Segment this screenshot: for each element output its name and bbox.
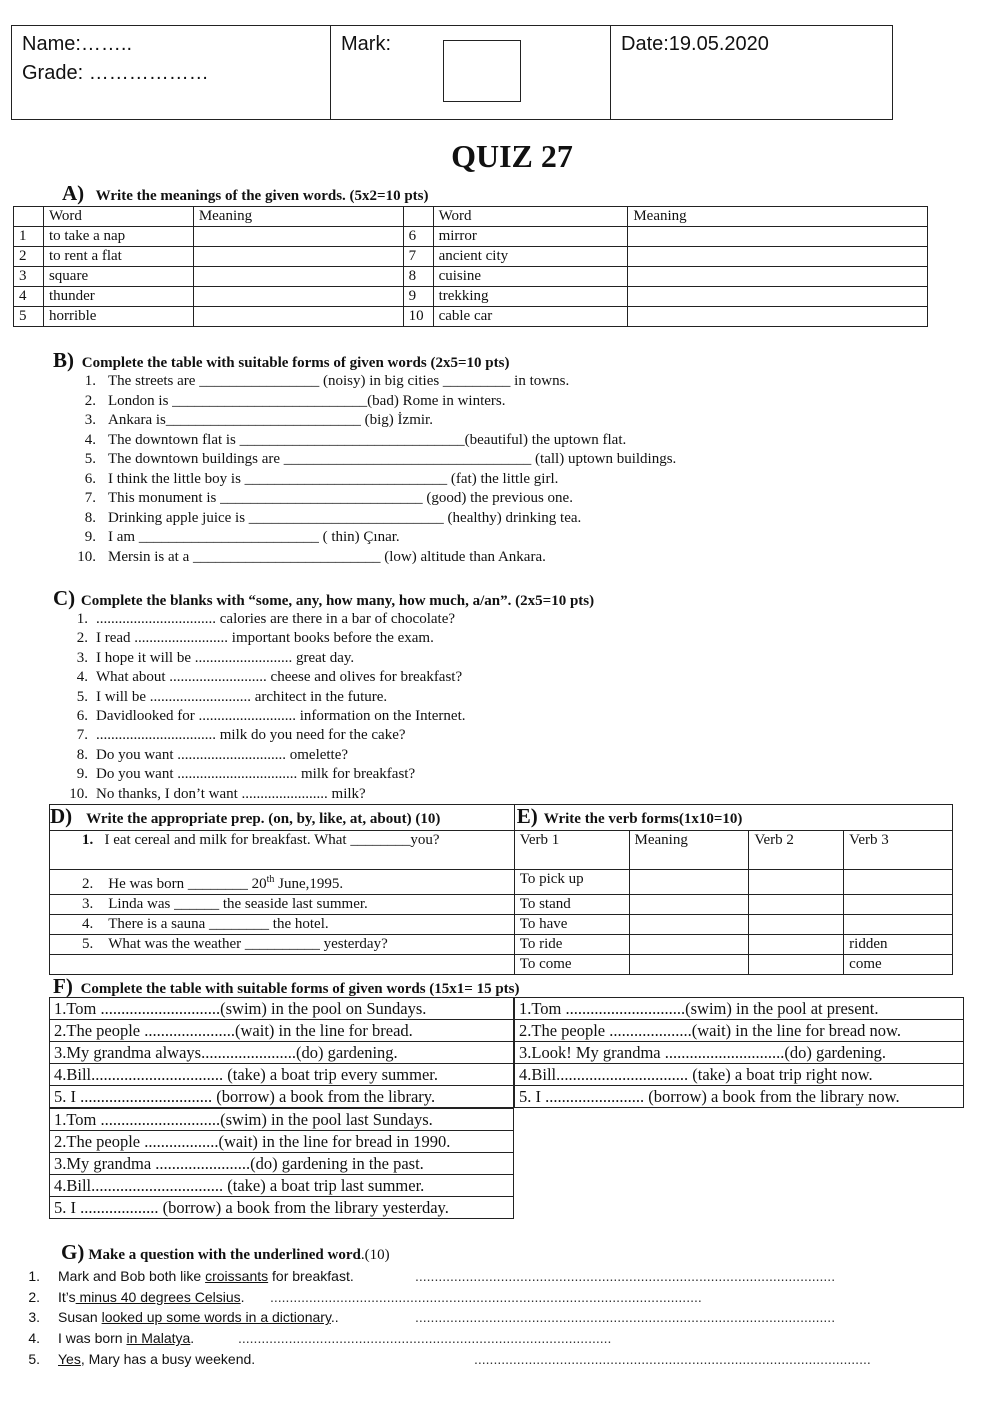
- item-text: I eat cereal and milk for breakfast. What ________you?: [104, 832, 440, 848]
- item-text[interactable]: Davidlooked for .......................... information on the Internet.: [96, 707, 466, 724]
- list-item: [60, 509, 676, 529]
- table-row: [50, 895, 953, 915]
- item-number: 8.: [84, 509, 96, 526]
- table-row: [50, 1064, 514, 1086]
- list-item: [60, 470, 676, 490]
- section-f-letter: F): [53, 974, 73, 998]
- item-number: 9.: [76, 766, 88, 783]
- word-cell: cuisine: [433, 267, 628, 287]
- verb3-cell[interactable]: [844, 895, 953, 915]
- list-item: [28, 1307, 871, 1328]
- mark-box[interactable]: [443, 40, 521, 102]
- meaning-answer-cell[interactable]: [628, 247, 928, 267]
- section-d-heading: [50, 805, 515, 831]
- header-word-1: Word: [43, 207, 193, 227]
- sentence-cell[interactable]: 2.The people ..................(wait) in the line for bread in 1990.: [50, 1131, 514, 1153]
- answer-line[interactable]: ............................................................................................................: [415, 1309, 836, 1326]
- section-g-points: .(10): [360, 1247, 390, 1263]
- section-b-letter: B): [53, 348, 74, 372]
- item-text[interactable]: I read ......................... important books before the exam.: [96, 630, 434, 647]
- prep-item[interactable]: [50, 831, 515, 870]
- verb1-cell: To ride: [514, 935, 629, 955]
- item-number: 3.: [28, 1309, 40, 1326]
- grade-field[interactable]: Grade: ………………: [22, 62, 209, 84]
- table-row: [50, 998, 514, 1020]
- header-verb1: Verb 1: [514, 831, 629, 870]
- section-d-letter: D): [50, 804, 73, 828]
- text-part: for breakfast.: [268, 1268, 354, 1284]
- list-item: [60, 548, 676, 568]
- row-number: 4: [14, 287, 44, 307]
- item-text[interactable]: Drinking apple juice is __________________________ (healthy) drinking tea.: [108, 509, 582, 526]
- section-d-e-table: [49, 804, 953, 975]
- sentence-cell[interactable]: 5. I ................... (borrow) a book from the library yesterday.: [50, 1197, 514, 1219]
- text-part: , Mary has a busy weekend.: [80, 1350, 256, 1367]
- answer-line[interactable]: ............................................................................................................: [415, 1268, 836, 1284]
- table-row: [515, 1064, 964, 1086]
- blank-header: [403, 207, 433, 227]
- word-cell: horrible: [43, 307, 193, 327]
- sentence-cell[interactable]: 3.My grandma .......................(do) gardening in the past.: [50, 1153, 514, 1175]
- item-number: 2.: [84, 392, 96, 409]
- sentence-cell[interactable]: 4.Bill................................ (take) a boat trip every summer.: [50, 1064, 514, 1086]
- item-text: [58, 1349, 474, 1370]
- verb3-cell: come: [844, 955, 953, 975]
- section-a-table: [13, 206, 928, 327]
- verb1-cell: To have: [514, 915, 629, 935]
- section-e-heading: [514, 805, 952, 831]
- answer-line[interactable]: ......................................................................................................: [474, 1350, 871, 1367]
- name-field[interactable]: Name:……..: [22, 33, 133, 55]
- word-cell: cable car: [433, 307, 628, 327]
- section-g-heading: [61, 1240, 390, 1265]
- item-text[interactable]: What about .......................... cheese and olives for breakfast?: [96, 669, 463, 686]
- word-cell: ancient city: [433, 247, 628, 267]
- item-number: 7.: [84, 490, 96, 506]
- list-item: [60, 450, 676, 470]
- underlined-word: minus 40 degrees Celsius: [75, 1288, 241, 1305]
- word-cell: to rent a flat: [43, 247, 193, 267]
- table-row: [50, 1153, 514, 1175]
- meaning-answer-cell[interactable]: [628, 227, 928, 247]
- table-row: [14, 287, 928, 307]
- list-item: [60, 707, 466, 726]
- list-item: [60, 668, 466, 687]
- meaning-answer-cell[interactable]: [629, 935, 749, 955]
- item-text: There is a sauna ________ the hotel.: [108, 916, 329, 932]
- item-text[interactable]: ................................ calories are there in a bar of chocolate?: [96, 611, 456, 627]
- answer-line[interactable]: ................................................................................................: [238, 1330, 612, 1347]
- section-c-list: [60, 610, 466, 804]
- item-number: 8.: [76, 746, 88, 763]
- present-continuous-table: [514, 997, 964, 1108]
- table-row: [50, 915, 953, 935]
- item-text[interactable]: Mersin is at a _________________________ (low) altitude than Ankara.: [108, 548, 546, 565]
- section-g-list: [28, 1266, 871, 1369]
- sentence-cell[interactable]: 1.Tom .............................(swim) in the pool at present.: [515, 998, 964, 1020]
- item-number: 4.: [28, 1330, 40, 1347]
- table-row: [50, 870, 953, 895]
- section-c-letter: C): [53, 586, 76, 610]
- row-number: 2: [14, 247, 44, 267]
- item-number: 5.: [28, 1350, 40, 1367]
- row-number: 6: [403, 227, 433, 247]
- row-number: 8: [403, 267, 433, 287]
- table-row: [50, 935, 953, 955]
- item-number: 4.: [82, 916, 94, 932]
- table-row: [50, 831, 953, 870]
- table-row: [50, 1086, 514, 1108]
- item-number: 1.: [76, 611, 88, 627]
- section-c-instruction: Complete the blanks with “some, any, how many, how much, a/an”. (2x5=10 pts): [80, 593, 595, 609]
- verb2-answer-cell[interactable]: [749, 955, 844, 975]
- item-text: June,1995.: [274, 876, 344, 892]
- meaning-answer-cell[interactable]: [629, 895, 749, 915]
- simple-present-table: [49, 997, 514, 1108]
- sentence-cell[interactable]: 3.My grandma always.......................(do) gardening.: [50, 1042, 514, 1064]
- item-number: 2.: [76, 630, 88, 647]
- list-item: [60, 610, 466, 629]
- date-label: Date:19.05.2020: [621, 33, 769, 55]
- table-row: [50, 1042, 514, 1064]
- meaning-answer-cell[interactable]: [193, 267, 403, 287]
- item-text[interactable]: The downtown buildings are _________________________________ (tall) uptown buildings.: [108, 451, 677, 467]
- item-text[interactable]: Do you want ................................ milk for breakfast?: [96, 766, 416, 783]
- item-number: 9.: [84, 529, 96, 545]
- item-text[interactable]: The downtown flat is ______________________________(beautiful) the uptown flat.: [108, 431, 627, 448]
- section-a-heading: [62, 181, 429, 206]
- meaning-answer-cell[interactable]: [193, 247, 403, 267]
- section-g-letter: G): [61, 1240, 85, 1264]
- text-part: Susan: [58, 1309, 102, 1326]
- section-a-letter: A): [62, 181, 85, 205]
- meaning-answer-cell[interactable]: [629, 870, 749, 895]
- section-e-instruction: Write the verb forms(1x10=10): [543, 811, 743, 827]
- list-item: [60, 392, 676, 412]
- list-item: [28, 1266, 871, 1287]
- row-number: 1: [14, 227, 44, 247]
- list-item: [28, 1328, 871, 1349]
- section-a-instruction: Write the meanings of the given words. (5x2=10 pts): [95, 188, 429, 204]
- section-b-list: [60, 372, 676, 567]
- item-number: 4.: [76, 669, 88, 686]
- answer-line[interactable]: ...............................................................................................................: [270, 1288, 702, 1305]
- header-word-2: Word: [433, 207, 628, 227]
- item-text: What was the weather __________ yesterday?: [108, 936, 388, 952]
- word-cell: to take a nap: [43, 227, 193, 247]
- item-number: 6.: [84, 470, 96, 487]
- meaning-answer-cell[interactable]: [628, 267, 928, 287]
- header-box: [11, 25, 893, 120]
- verb3-cell: ridden: [844, 935, 953, 955]
- section-b-heading: [53, 348, 509, 373]
- table-row: [50, 1197, 514, 1219]
- item-number: 1.: [82, 832, 94, 848]
- table-row: [14, 247, 928, 267]
- verb2-answer-cell[interactable]: [749, 870, 844, 895]
- item-text[interactable]: This monument is ___________________________ (good) the previous one.: [108, 490, 573, 506]
- verb1-cell: To come: [514, 955, 629, 975]
- verb3-cell[interactable]: [844, 870, 953, 895]
- table-row: [50, 1131, 514, 1153]
- blank-header: [14, 207, 44, 227]
- verb2-answer-cell[interactable]: [749, 915, 844, 935]
- prep-item[interactable]: [50, 870, 515, 895]
- word-cell: square: [43, 267, 193, 287]
- sentence-cell[interactable]: 5. I ........................ (borrow) a book from the library now.: [515, 1086, 964, 1108]
- prep-item[interactable]: [50, 895, 515, 915]
- table-header-row: [14, 207, 928, 227]
- text-part: Mark and Bob both like: [58, 1268, 206, 1284]
- item-text[interactable]: I am ________________________ ( thin) Çınar.: [108, 529, 400, 545]
- empty-cell: [50, 955, 515, 975]
- item-text[interactable]: Do you want ............................. omelette?: [96, 746, 349, 763]
- table-row: [14, 227, 928, 247]
- list-item: [60, 785, 466, 804]
- meaning-answer-cell[interactable]: [629, 955, 749, 975]
- item-text: He was born ________ 20: [108, 876, 267, 892]
- verb2-answer-cell[interactable]: [749, 935, 844, 955]
- header-meaning-2: Meaning: [628, 207, 928, 227]
- meaning-answer-cell[interactable]: [193, 307, 403, 327]
- item-text: Linda was ______ the seaside last summer.: [108, 896, 368, 912]
- date-cell: [611, 26, 892, 119]
- table-row: [14, 307, 928, 327]
- table-row: [50, 1175, 514, 1197]
- text-part: .: [240, 1288, 245, 1305]
- mark-label: Mark:: [341, 33, 391, 55]
- name-grade-cell: [12, 26, 331, 119]
- list-item: [60, 489, 676, 509]
- header-meaning-1: Meaning: [193, 207, 403, 227]
- text-part: ..: [330, 1309, 339, 1326]
- meaning-answer-cell[interactable]: [193, 227, 403, 247]
- prep-item[interactable]: [50, 935, 515, 955]
- row-number: 7: [403, 247, 433, 267]
- section-f-instruction: Complete the table with suitable forms of given words (15x1= 15 pts): [80, 981, 520, 997]
- row-number: 10: [403, 307, 433, 327]
- table-row: [50, 1109, 514, 1131]
- verb1-cell: To stand: [514, 895, 629, 915]
- list-item: [60, 411, 676, 431]
- item-text[interactable]: ................................ milk do you need for the cake?: [96, 727, 406, 744]
- text-part: It’s: [58, 1288, 76, 1305]
- section-c-heading: [53, 586, 594, 611]
- item-number: 5.: [76, 688, 88, 705]
- verb2-answer-cell[interactable]: [749, 895, 844, 915]
- row-number: 5: [14, 307, 44, 327]
- table-row: [50, 955, 953, 975]
- section-d-instruction: Write the appropriate prep. (on, by, like, at, about) (10): [86, 811, 441, 827]
- underlined-word: croissants: [205, 1268, 269, 1284]
- item-text: [58, 1307, 415, 1328]
- section-f-heading: [53, 974, 520, 999]
- word-cell: thunder: [43, 287, 193, 307]
- list-item: [28, 1287, 871, 1308]
- item-number: 1.: [28, 1268, 40, 1284]
- word-cell: trekking: [433, 287, 628, 307]
- list-item: [60, 431, 676, 451]
- list-item: [60, 746, 466, 765]
- sentence-cell[interactable]: 4.Bill................................ (take) a boat trip right now.: [515, 1064, 964, 1086]
- meaning-answer-cell[interactable]: [193, 287, 403, 307]
- item-number: 7.: [76, 727, 88, 744]
- item-number: 1.: [84, 373, 96, 389]
- superscript: th: [266, 874, 275, 885]
- item-number: 2.: [28, 1288, 40, 1305]
- item-number: 3.: [84, 412, 96, 428]
- table-row: [515, 1086, 964, 1108]
- list-item: [60, 765, 466, 784]
- text-part: .: [190, 1330, 195, 1347]
- meaning-answer-cell[interactable]: [628, 287, 928, 307]
- verb3-cell[interactable]: [844, 915, 953, 935]
- header-meaning: Meaning: [629, 831, 749, 870]
- table-row: [14, 267, 928, 287]
- row-number: 3: [14, 267, 44, 287]
- underlined-word: in Malatya: [126, 1330, 191, 1347]
- simple-past-table: [49, 1108, 514, 1219]
- item-text[interactable]: The streets are ________________ (noisy) in big cities _________ in towns.: [108, 373, 570, 389]
- item-number: 10.: [69, 785, 88, 802]
- list-item: [60, 649, 466, 668]
- header-verb3: Verb 3: [844, 831, 953, 870]
- sentence-cell[interactable]: 1.Tom .............................(swim) in the pool on Sundays.: [50, 998, 514, 1020]
- list-item: [60, 688, 466, 707]
- item-text: [58, 1287, 270, 1308]
- item-text[interactable]: I think the little boy is ___________________________ (fat) the little girl.: [108, 470, 559, 487]
- item-number: 3.: [76, 649, 88, 666]
- list-item: [28, 1349, 871, 1370]
- item-text[interactable]: I hope it will be .......................... great day.: [96, 649, 355, 666]
- sentence-cell[interactable]: 2.The people ......................(wait) in the line for bread.: [50, 1020, 514, 1042]
- item-text: [58, 1328, 238, 1349]
- verb1-cell: To pick up: [514, 870, 629, 895]
- list-item: [60, 528, 676, 548]
- sentence-cell[interactable]: 5. I ................................ (borrow) a book from the library.: [50, 1086, 514, 1108]
- list-item: [60, 726, 466, 745]
- item-number: 5.: [84, 451, 96, 467]
- list-item: [60, 629, 466, 648]
- item-text[interactable]: London is __________________________(bad) Rome in winters.: [108, 392, 506, 409]
- sentence-cell[interactable]: 4.Bill................................ (take) a boat trip last summer.: [50, 1175, 514, 1197]
- item-text[interactable]: I will be ........................... architect in the future.: [96, 688, 388, 705]
- word-cell: mirror: [433, 227, 628, 247]
- item-number: 5.: [82, 936, 94, 952]
- item-number: 10.: [77, 548, 96, 565]
- table-row: [515, 1042, 964, 1064]
- item-number: 6.: [76, 707, 88, 724]
- underlined-word: looked up some words in a dictionary: [101, 1309, 331, 1326]
- item-number: 2.: [82, 876, 94, 892]
- list-item: [60, 372, 676, 392]
- text-part: I was born: [58, 1330, 127, 1347]
- table-header-row: [50, 805, 953, 831]
- mark-cell: [331, 26, 611, 119]
- page-title: QUIZ 27: [451, 138, 573, 174]
- row-number: 9: [403, 287, 433, 307]
- meaning-answer-cell[interactable]: [629, 915, 749, 935]
- section-e-letter: E): [516, 804, 538, 828]
- section-g-instruction: Make a question with the underlined word: [88, 1247, 361, 1263]
- sentence-cell[interactable]: 2.The people ....................(wait) in the line for bread now.: [515, 1020, 964, 1042]
- item-text[interactable]: No thanks, I don’t want ....................... milk?: [96, 785, 366, 802]
- item-number: 3.: [82, 896, 94, 912]
- table-row: [515, 998, 964, 1020]
- table-row: [50, 1020, 514, 1042]
- sentence-cell[interactable]: 1.Tom .............................(swim) in the pool last Sundays.: [50, 1109, 514, 1131]
- header-verb2: Verb 2: [749, 831, 844, 870]
- section-b-instruction: Complete the table with suitable forms of given words (2x5=10 pts): [81, 355, 510, 371]
- item-number: 4.: [84, 431, 96, 448]
- table-row: [515, 1020, 964, 1042]
- item-text: [58, 1266, 415, 1287]
- prep-item[interactable]: [50, 915, 515, 935]
- underlined-word: Yes: [58, 1350, 81, 1367]
- item-text[interactable]: Ankara is__________________________ (big) İzmir.: [108, 412, 433, 428]
- sentence-cell[interactable]: 3.Look! My grandma .............................(do) gardening.: [515, 1042, 964, 1064]
- meaning-answer-cell[interactable]: [628, 307, 928, 327]
